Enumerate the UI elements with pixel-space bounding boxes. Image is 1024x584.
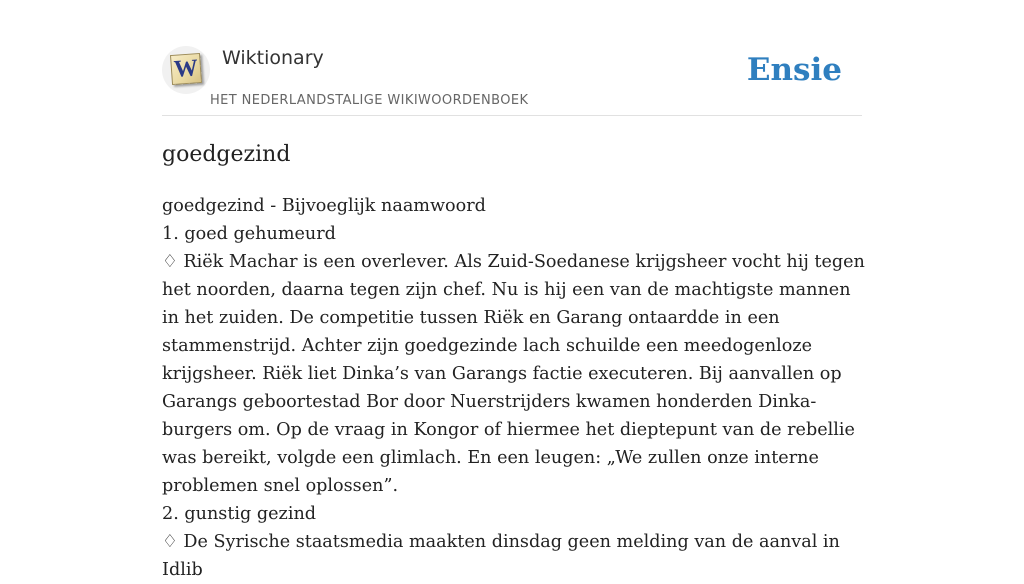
sense-2-example: ♢ De Syrische staatsmedia maakten dinsdag geen melding van de aanval in Idlib xyxy=(162,532,840,580)
sense-2-definition: 2. gunstig gezind xyxy=(162,504,317,524)
sense-1-example: ♢ Riëk Machar is een overlever. Als Zuid-Soedanese krijgsheer vocht hij tegen het noorden, daarna tegen zijn chef. Nu is hij een van de machtigste mannen in het zuiden. De competitie tussen Riëk en Garang ontaardde in een stammenstrijd. Achter zijn goedgezinde lach schuilde een meedogenloze krijgsheer. Riëk liet Dinka’s van Garangs factie executeren. Bij aanvallen op Garangs geboortestad Bor door Nuerstrijders kwamen honderden Dinka-burgers om. Op de vraag in Kongor of hiermee het dieptepunt van de rebellie was bereikt, volgde een glimlach. En een leugen: „We zullen onze interne problemen snel oplossen”. xyxy=(162,252,865,496)
page-title: goedgezind xyxy=(162,142,291,167)
logo-tile xyxy=(170,53,202,85)
entry-content xyxy=(162,192,868,584)
logo-letter: W xyxy=(173,55,199,83)
headword-line: goedgezind - Bijvoeglijk naamwoord xyxy=(162,196,486,216)
site-name[interactable]: Wiktionary xyxy=(222,47,324,69)
wiktionary-logo[interactable] xyxy=(162,46,210,94)
sense-1-definition: 1. goed gehumeurd xyxy=(162,224,336,244)
site-tagline: HET NEDERLANDSTALIGE WIKIWOORDENBOEK xyxy=(210,93,529,108)
ensie-brand-logo[interactable]: Ensie xyxy=(746,52,842,88)
site-header xyxy=(162,0,862,116)
